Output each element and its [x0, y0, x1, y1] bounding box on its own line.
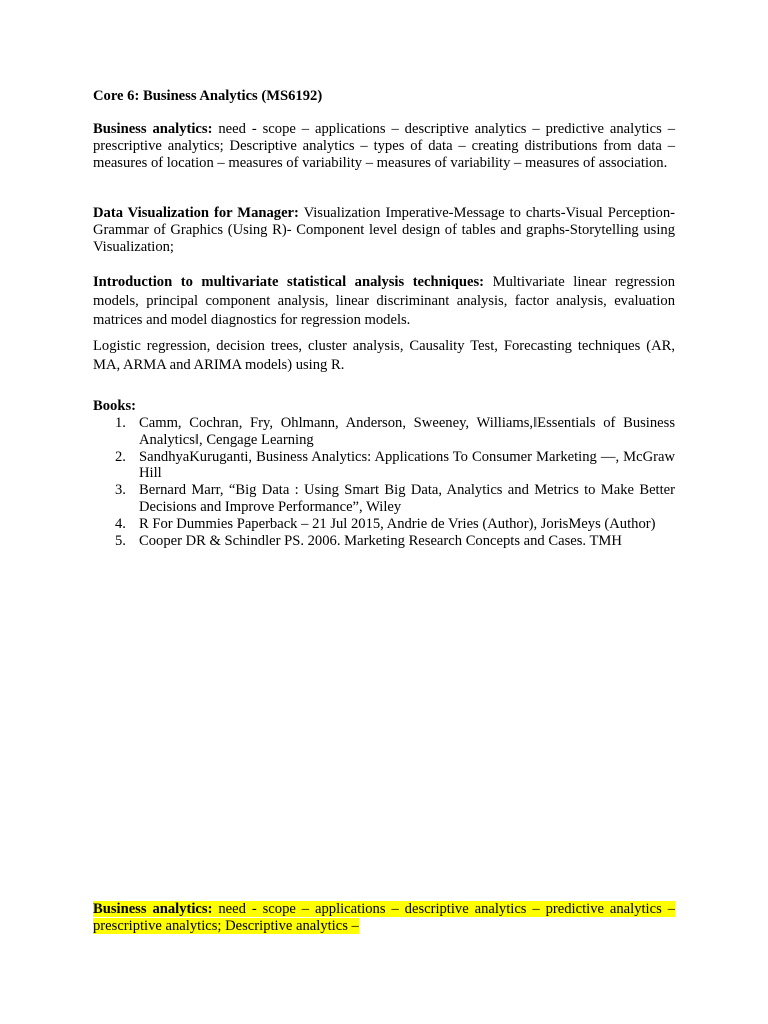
list-item-number: 4.: [115, 515, 126, 532]
list-item-number: 2.: [115, 448, 126, 465]
course-title: Core 6: Business Analytics (MS6192): [93, 88, 323, 104]
list-item: [93, 415, 675, 449]
list-item-text: Cooper DR & Schindler PS. 2006. Marketing Research Concepts and Cases. TMH: [139, 532, 622, 549]
business-analytics-label: Business analytics:: [93, 121, 213, 137]
logistic-paragraph: Logistic regression, decision trees, cluster analysis, Causality Test, Forecasting techniques (AR, MA, ARMA and ARIMA models) using R.: [93, 338, 675, 373]
highlighted-body: need - scope – applications – descriptive analytics – predictive analytics – prescriptive analytics; Descriptive analytics –: [93, 901, 675, 934]
list-item: [93, 449, 675, 483]
list-item: [93, 533, 675, 550]
list-item: [93, 516, 675, 533]
list-item-text: SandhyaKuruganti, Business Analytics: Applications To Consumer Marketing ―, McGraw Hill: [139, 448, 675, 482]
list-item-number: 3.: [115, 482, 126, 499]
business-analytics-paragraph: [93, 121, 675, 171]
books-heading: Books:: [93, 398, 136, 414]
multivariate-label: Introduction to multivariate statistical analysis techniques:: [93, 274, 485, 290]
list-item-number: 1.: [115, 415, 126, 431]
multivariate-text: Multivariate linear regression models, principal component analysis, linear discriminant analysis, factor analysis, evaluation matrices and model diagnostics for regression models.: [93, 274, 676, 328]
books-list: [93, 415, 675, 549]
list-item: [93, 482, 675, 516]
multivariate-paragraph: [93, 273, 675, 330]
list-item-text: R For Dummies Paperback – 21 Jul 2015, Andrie de Vries (Author), JorisMeys (Author): [139, 515, 656, 532]
data-visualization-label: Data Visualization for Manager:: [93, 205, 299, 221]
highlighted-paragraph: [93, 901, 675, 935]
data-visualization-paragraph: [93, 205, 675, 255]
data-visualization-text: Visualization Imperative-Message to charts-Visual Perception-Grammar of Graphics (Using R)- Component level design of tables and graphs-Storytelling using Visualization;: [93, 205, 675, 255]
list-item-text: Bernard Marr, “Big Data : Using Smart Big Data, Analytics and Metrics to Make Better Decisions and Improve Performance”, Wiley: [139, 482, 675, 515]
highlighted-text: [93, 901, 675, 934]
highlighted-label: Business analytics:: [93, 901, 213, 917]
list-item-text: Camm, Cochran, Fry, Ohlmann, Anderson, Sweeney, Williams,‖Essentials of Business Analytics‖, Cengage Learning: [139, 415, 675, 448]
list-item-number: 5.: [115, 532, 126, 549]
business-analytics-text: need - scope – applications – descriptive analytics – predictive analytics – prescriptive analytics; Descriptive analytics – types of data – creating distributions from data – measures of location – measures of variability – measures of variability – measures of association.: [93, 121, 675, 171]
